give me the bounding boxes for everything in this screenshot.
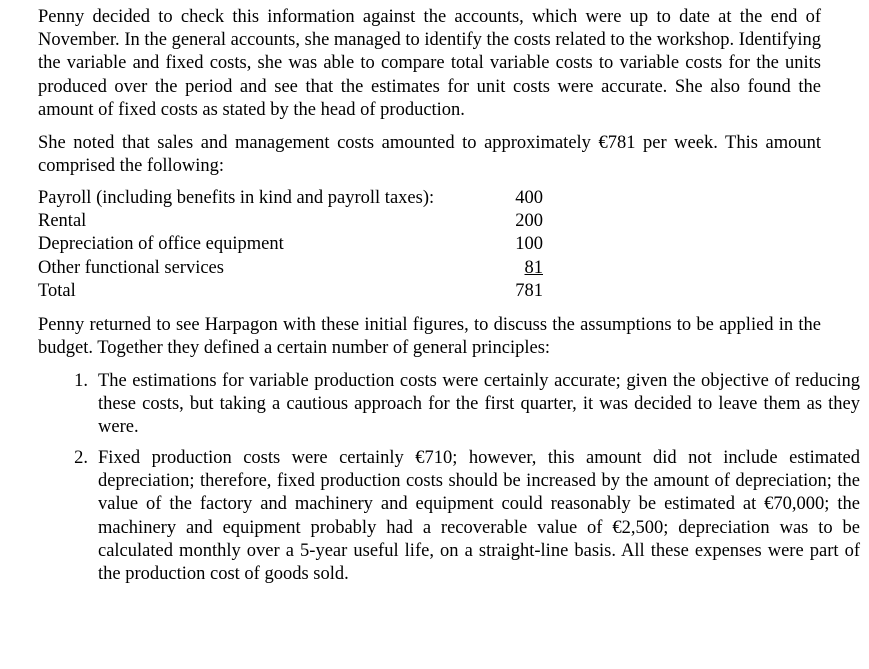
table-row	[38, 187, 543, 210]
table-row-total	[38, 280, 543, 303]
row-label: Rental	[38, 211, 87, 232]
principle-number: 2.	[74, 448, 88, 468]
row-label: Depreciation of office equipment	[38, 234, 284, 255]
sales-costs-paragraph: She noted that sales and management costs amounted to approximately €781 per week. This amount comprised the following:	[38, 133, 821, 177]
row-amount: 400	[515, 188, 543, 208]
principle-number: 1.	[74, 371, 88, 391]
principle-item	[60, 447, 860, 586]
row-amount: 100	[515, 234, 543, 255]
intro-paragraph: Penny decided to check this information against the accounts, which were up to date at the end of November. In the general accounts, she managed to identify the costs related to the workshop. Identifying the variable and fixed costs, she was able to compare total variable costs to variable costs for the units produced over the period and see that the estimates for unit costs were accurate. She also found the amount of fixed costs as stated by the head of production.	[38, 7, 821, 120]
principle-item	[60, 370, 860, 440]
total-amount: 781	[515, 280, 543, 301]
row-label: Other functional services	[38, 257, 224, 278]
principle-text: Fixed production costs were certainly €710; however, this amount did not include estimated depreciation; therefore, fixed production costs should be increased by the amount of depreciation; the value of the factory and machinery and equipment could reasonably be estimated at €70,000; the machinery and equipment probably had a recoverable value of €2,500; depreciation was to be calculated monthly over a 5-year useful life, on a straight-line basis. All these expenses were part of the production cost of goods sold.	[98, 448, 860, 585]
principle-text: The estimations for variable production costs were certainly accurate; given the objective of reducing these costs, but taking a cautious approach for the first quarter, it was decided to leave them as they were.	[98, 371, 860, 438]
table-row	[38, 233, 543, 256]
return-paragraph: Penny returned to see Harpagon with these initial figures, to discuss the assumptions to be applied in the budget. Together they defined a certain number of general principles:	[38, 315, 821, 359]
table-row	[38, 257, 543, 280]
row-amount: 81	[524, 257, 543, 278]
row-amount: 200	[515, 211, 543, 232]
total-label: Total	[38, 280, 76, 301]
row-label: Payroll (including benefits in kind and payroll taxes):	[38, 188, 435, 208]
table-row	[38, 210, 543, 233]
cost-breakdown-table	[38, 187, 543, 303]
